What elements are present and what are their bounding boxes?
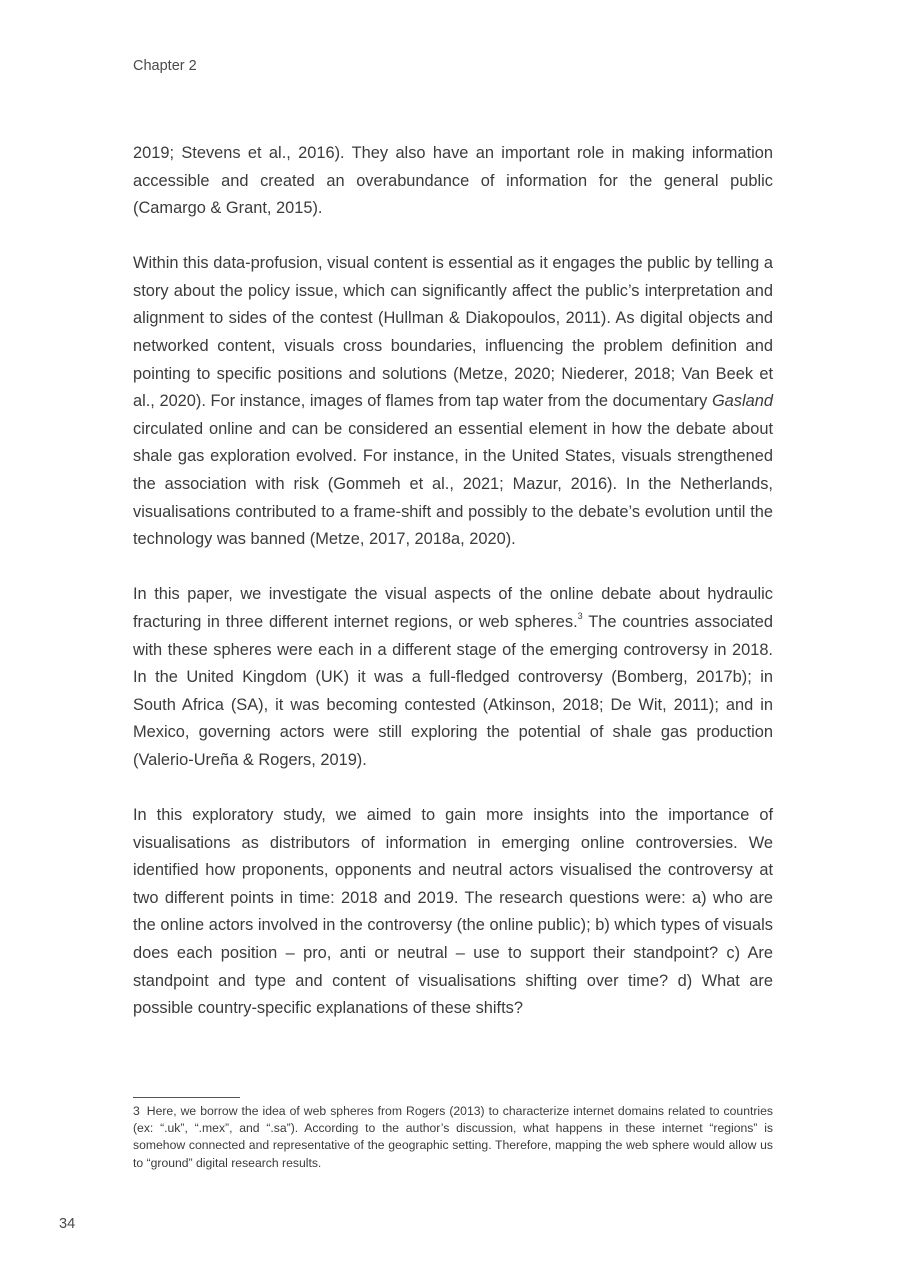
paragraph-4: In this exploratory study, we aimed to gain more insights into the importance of visualisations as distributors of information in emerging online controversies. We identified how proponents, opponents and neutral actors visualised the controversy at two different points in time: 2018 and 2019. The research questions were: a) who are the online actors involved in the controversy (the online public); b) which types of visuals does each position – pro, anti or neutral – use to support their standpoint? c) Are standpoint and type and content of visualisations shifting over time? d) What are possible country-specific explanations of these shifts? xyxy=(133,805,773,1018)
paragraph-3 xyxy=(133,581,773,774)
footnote-3 xyxy=(133,1103,773,1172)
film-title-gasland: Gasland xyxy=(711,392,773,411)
paragraph-2-text-start: Within this data-profusion, visual content is essential as it engages the public by telling a story about the policy issue, which can significantly affect the public’s interpretation and alignment to sides of the contest (Hullman & Diakopoulos, 2011). As digital objects and networked content, visuals cross boundaries, influencing the problem definition and pointing to specific positions and solutions (Metze, 2020; Niederer, 2018; Van Beek et al., 2020). For instance, images of flames from tap water from the documentary xyxy=(133,254,773,411)
paragraph-1: 2019; Stevens et al., 2016). They also have an important role in making information accessible and created an overabundance of information for the general public (Camargo & Grant, 2015). xyxy=(133,144,773,218)
footnote-reference-3[interactable]: 3 xyxy=(577,611,583,622)
paragraph-3-text-start: In this paper, we investigate the visual aspects of the online debate about hydraulic fracturing in three different internet regions, or web spheres. xyxy=(133,585,773,631)
paragraph-3-text-end: The countries associated with these spheres were each in a different stage of the emerging controversy in 2018. In the United Kingdom (UK) it was a full-fledged controversy (Bomberg, 2017b); in South Africa (SA), it was becoming contested (Atkinson, 2018; De Wit, 2011); and in Mexico, governing actors were still exploring the potential of shale gas production (Valerio-Ureña & Rogers, 2019). xyxy=(133,612,773,769)
page-number: 34 xyxy=(59,1216,76,1232)
paragraph-2 xyxy=(133,250,773,554)
footnotes xyxy=(133,1103,773,1172)
footnote-divider xyxy=(133,1097,240,1098)
body-text xyxy=(133,140,773,1050)
running-header: Chapter 2 xyxy=(133,58,197,74)
footnote-number: 3 xyxy=(133,1104,140,1118)
paragraph-2-text-end: circulated online and can be considered an essential element in how the debate about shale gas exploration evolved. For instance, in the United States, visuals strengthened the association with risk (Gommeh et al., 2021; Mazur, 2016). In the Netherlands, visualisations contributed to a frame-shift and possibly to the debate’s evolution until the technology was banned (Metze, 2017, 2018a, 2020). xyxy=(133,419,773,549)
footnote-text: Here, we borrow the idea of web spheres from Rogers (2013) to characterize internet domains related to countries (ex: “.uk”, “.mex”, and “.sa”). According to the author’s discussion, what happens in these internet “regions” is somehow connected and representative of the geographic setting. Therefore, mapping the web sphere would allow us to “ground” digital research results. xyxy=(133,1104,773,1170)
